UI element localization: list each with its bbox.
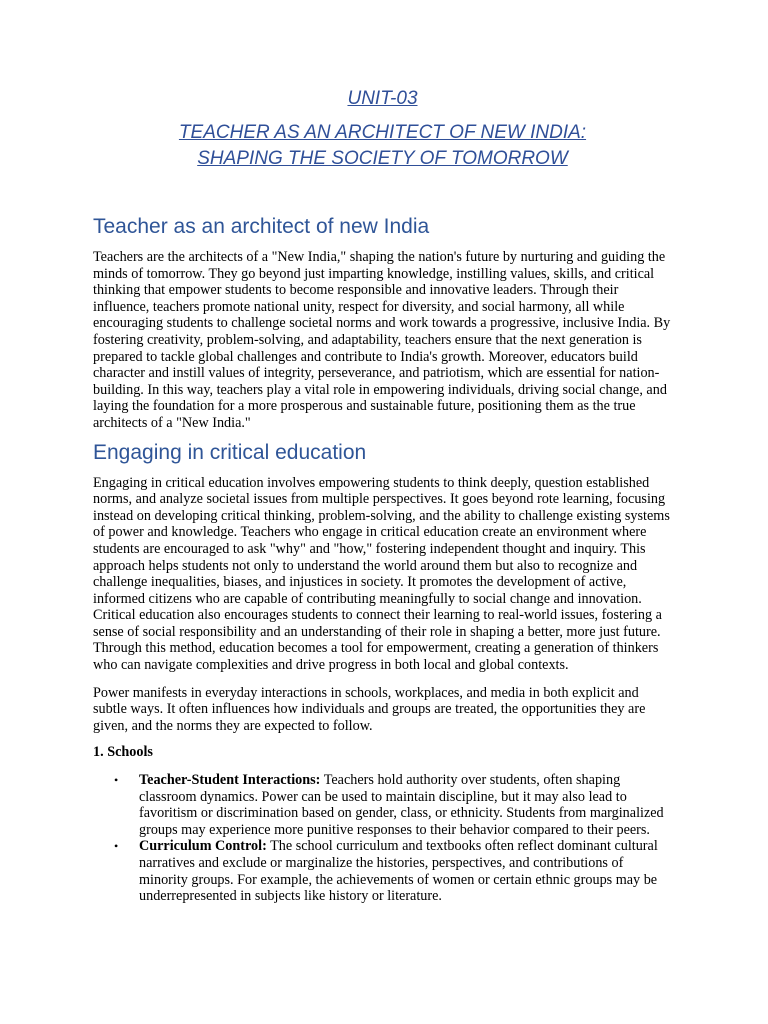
bullet-icon: • — [114, 773, 119, 788]
section-paragraph-power: Power manifests in everyday interactions in schools, workplaces, and media in both explicit and subtle ways. It often influences how individuals and groups are treated, the opportunities they are given, and the norms they are expected to follow. — [93, 684, 646, 734]
list-item-term: Teacher-Student Interactions: — [139, 772, 321, 789]
section-paragraph-architect: Teachers are the architects of a "New India," shaping the nation's future by nurturing and guiding the minds of tomorrow. They go beyond just imparting knowledge, instilling values, skills, and critical thinking that empower students to become responsible and innovative leaders. Through their influence, teachers promote national unity, respect for diversity, and social harmony, all while encouraging students to challenge societal norms and work towards a progressive, inclusive India. By fostering creativity, problem-solving, and adaptability, teachers ensure that the next generation is prepared to tackle global challenges and contribute to India's growth. Moreover, educators build character and instill values of integrity, perseverance, and patriotism, which are essential for nation-building. In this way, teachers play a vital role in empowering individuals, driving social change, and laying the foundation for a more prosperous and sustainable future, positioning them as the true architects of a "New India." — [93, 249, 671, 431]
bullet-icon: • — [114, 839, 119, 854]
title-line-1: TEACHER AS AN ARCHITECT OF NEW INDIA: — [178, 122, 587, 143]
unit-label: UNIT-03 — [347, 88, 418, 109]
title-line-2: SHAPING THE SOCIETY OF TOMORROW — [197, 148, 568, 169]
list-item — [93, 772, 672, 838]
section-paragraph-critical-education: Engaging in critical education involves empowering students to think deeply, question established norms, and analyze societal issues from multiple perspectives. It goes beyond rote learning, focusing instead on developing critical thinking, problem-solving, and the ability to challenge existing systems of power and knowledge. Teachers who engage in critical education create an environment where students are encouraged to ask "why" and "how," fostering independent thought and inquiry. This approach helps students not only to understand the world around them but also to recognize and challenge inequalities, biases, and injustices in society. It promotes the development of active, informed citizens who are capable of contributing meaningfully to social change and innovation. Critical education also encourages students to connect their learning to real-world issues, fostering a sense of social responsibility and an understanding of their role in shaping a better, more just future. Through this method, education becomes a tool for empowerment, creating a generation of thinkers who can navigate complexities and drive progress in both local and global contexts. — [93, 474, 670, 674]
list-item-text: Teachers hold authority over students, often shaping classroom dynamics. Power can be used to maintain discipline, but it may also lead to favoritism or discrimination based on gender, class, or ethnicity. Students from marginalized groups may experience more punitive responses to their behavior compared to their peers. — [139, 772, 664, 838]
subsection-label-schools: 1. Schools — [93, 744, 153, 761]
list-item — [93, 838, 672, 904]
section-heading-critical-education: Engaging in critical education — [93, 440, 367, 464]
list-item-text: The school curriculum and textbooks often reflect dominant cultural narratives and exclude or marginalize the histories, perspectives, and contributions of minority groups. For example, the achievements of women or certain ethnic groups may be underrepresented in subjects like history or literature. — [139, 838, 658, 905]
document-title — [93, 120, 672, 172]
section-heading-architect: Teacher as an architect of new India — [93, 215, 430, 238]
list-item-term: Curriculum Control: — [139, 838, 267, 855]
bullet-list — [93, 772, 672, 905]
